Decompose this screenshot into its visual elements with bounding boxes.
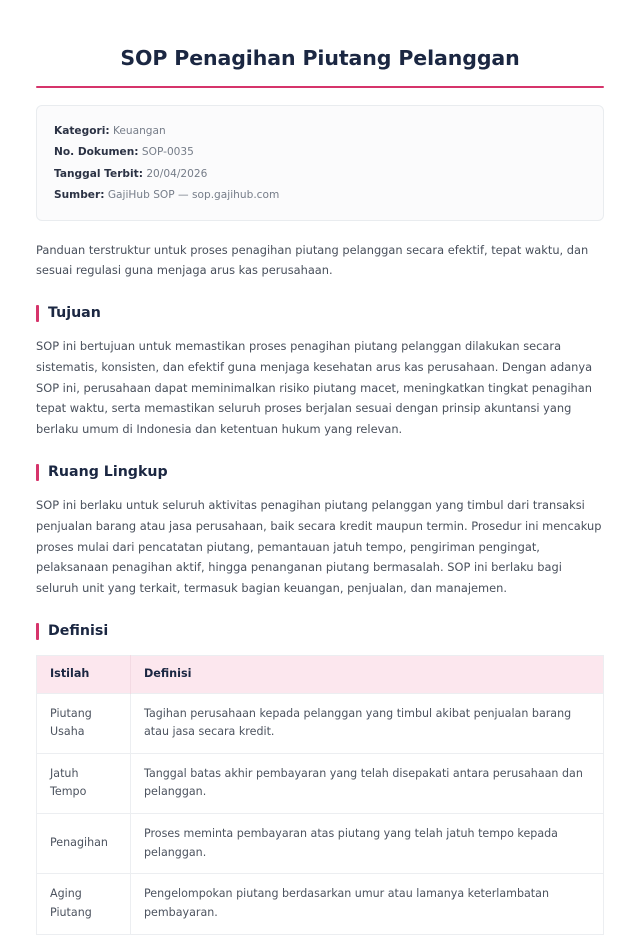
- meta-label-no-dokumen: No. Dokumen:: [54, 146, 139, 159]
- section-tujuan: [36, 304, 604, 440]
- meta-row-kategori: [54, 120, 586, 142]
- definisi-table-head: [37, 656, 604, 694]
- section-definisi: [36, 622, 604, 935]
- meta-value-kategori: Keuangan: [112, 124, 166, 137]
- cell-istilah: Aging Piutang: [37, 874, 131, 934]
- meta-value-sumber: GajiHub SOP — sop.gajihub.com: [107, 189, 280, 202]
- section-heading-ruang-lingkup: Ruang Lingkup: [36, 463, 604, 482]
- table-row: [37, 814, 604, 874]
- section-ruang-lingkup: [36, 463, 604, 599]
- definisi-table-body: [37, 693, 604, 934]
- cell-definisi: Proses meminta pembayaran atas piutang yang telah jatuh tempo kepada pelanggan.: [131, 814, 604, 874]
- meta-value-tanggal-terbit: 20/04/2026: [146, 167, 208, 180]
- table-row: [37, 753, 604, 813]
- lead-paragraph: Panduan terstruktur untuk proses penagihan piutang pelanggan secara efektif, tepat waktu, dan sesuai regulasi guna menjaga arus kas perusahaan.: [36, 242, 589, 278]
- meta-label-tanggal-terbit: Tanggal Terbit:: [54, 167, 143, 180]
- cell-definisi: Tagihan perusahaan kepada pelanggan yang timbul akibat penjualan barang atau jasa secara kredit.: [131, 693, 604, 753]
- meta-label-sumber: Sumber:: [54, 189, 105, 202]
- section-body-tujuan: SOP ini bertujuan untuk memastikan proses penagihan piutang pelanggan dilakukan secara sistematis, konsisten, dan efektif guna menjaga kesehatan arus kas perusahaan. Dengan adanya SOP ini, perusahaan dapat meminimalkan risiko piutang macet, meningkatkan tingkat penagihan tepat waktu, serta memastikan seluruh proses berjalan sesuai dengan prinsip akuntansi yang berlaku umum di Indonesia dan ketentuan hukum yang relevan.: [36, 339, 593, 437]
- table-row: [37, 874, 604, 934]
- column-header-istilah: Istilah: [37, 656, 131, 694]
- meta-row-tanggal-terbit: [54, 163, 586, 185]
- cell-definisi: Pengelompokan piutang berdasarkan umur atau lamanya keterlambatan pembayaran.: [131, 874, 604, 934]
- meta-value-no-dokumen: SOP-0035: [141, 146, 194, 159]
- section-heading-definisi: Definisi: [36, 622, 604, 641]
- section-body-ruang-lingkup: SOP ini berlaku untuk seluruh aktivitas penagihan piutang pelanggan yang timbul dari transaksi penjualan barang atau jasa perusahaan, baik secara kredit maupun termin. Prosedur ini mencakup proses mulai dari pencatatan piutang, pemantauan jatuh tempo, pengiriman pengingat, pelaksanaan penagihan aktif, hingga penanganan piutang bermasalah. SOP ini berlaku bagi seluruh unit yang terkait, termasuk bagian keuangan, penjualan, dan manajemen.: [36, 498, 602, 596]
- table-header-row: [37, 656, 604, 694]
- cell-istilah: Jatuh Tempo: [37, 753, 131, 813]
- table-row: [37, 693, 604, 753]
- definisi-table: [36, 655, 604, 935]
- title-divider: [36, 86, 604, 89]
- definisi-table-wrapper: [36, 655, 604, 935]
- meta-label-kategori: Kategori:: [54, 124, 110, 137]
- meta-row-sumber: [54, 185, 586, 207]
- column-header-definisi: Definisi: [131, 656, 604, 694]
- document-meta-card: [36, 105, 604, 220]
- cell-definisi: Tanggal batas akhir pembayaran yang telah disepakati antara perusahaan dan pelanggan.: [131, 753, 604, 813]
- page-title: SOP Penagihan Piutang Pelanggan: [120, 46, 520, 70]
- meta-row-no-dokumen: [54, 142, 586, 164]
- section-heading-tujuan: Tujuan: [36, 304, 604, 323]
- cell-istilah: Penagihan: [37, 814, 131, 874]
- cell-istilah: Piutang Usaha: [37, 693, 131, 753]
